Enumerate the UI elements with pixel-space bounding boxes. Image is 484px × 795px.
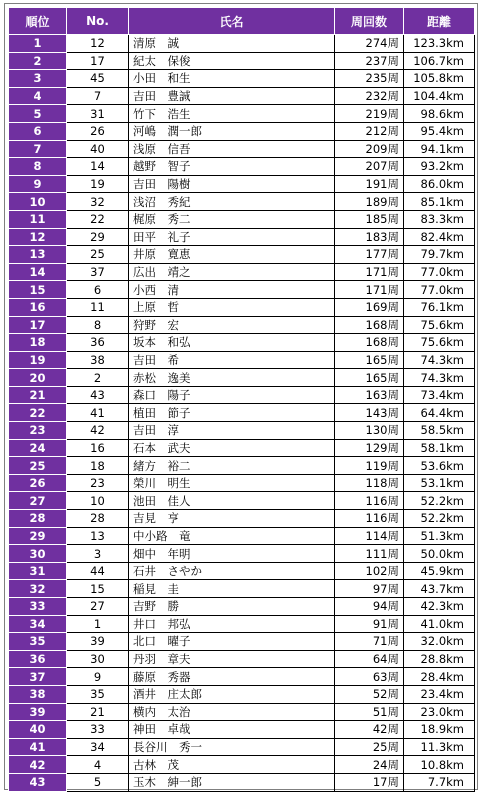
distance-cell: 28.8km: [404, 650, 475, 668]
laps-cell: 102周: [335, 562, 404, 580]
distance-cell: 77.0km: [404, 263, 475, 281]
name-cell: 石本 武夫: [129, 439, 335, 457]
laps-cell: 17周: [335, 773, 404, 791]
laps-cell: 168周: [335, 316, 404, 334]
name-cell: 畑中 年明: [129, 545, 335, 563]
distance-cell: 93.2km: [404, 158, 475, 176]
laps-cell: 169周: [335, 298, 404, 316]
header-name: 氏名: [129, 8, 335, 35]
rank-cell: 4: [9, 87, 67, 105]
rank-cell: 18: [9, 334, 67, 352]
name-cell: 上原 哲: [129, 298, 335, 316]
laps-cell: 114周: [335, 527, 404, 545]
no-cell: 23: [67, 474, 129, 492]
no-cell: 7: [67, 87, 129, 105]
rank-cell: 26: [9, 474, 67, 492]
no-cell: 10: [67, 492, 129, 510]
table-row: [9, 738, 475, 756]
laps-cell: 163周: [335, 386, 404, 404]
table-row: [9, 685, 475, 703]
distance-cell: 74.3km: [404, 369, 475, 387]
laps-cell: 129周: [335, 439, 404, 457]
rank-cell: 35: [9, 633, 67, 651]
name-cell: 赤松 逸美: [129, 369, 335, 387]
no-cell: 37: [67, 263, 129, 281]
no-cell: 44: [67, 562, 129, 580]
table-row: [9, 492, 475, 510]
laps-cell: 165周: [335, 351, 404, 369]
table-row: [9, 298, 475, 316]
name-cell: 中小路 竜: [129, 527, 335, 545]
distance-cell: 73.4km: [404, 386, 475, 404]
no-cell: 32: [67, 193, 129, 211]
name-cell: 緒方 裕二: [129, 457, 335, 475]
distance-cell: 23.4km: [404, 685, 475, 703]
rank-cell: 1: [9, 35, 67, 53]
laps-cell: 24周: [335, 756, 404, 774]
rank-cell: 10: [9, 193, 67, 211]
no-cell: 31: [67, 105, 129, 123]
laps-cell: 185周: [335, 210, 404, 228]
distance-cell: 42.3km: [404, 598, 475, 616]
rank-cell: 3: [9, 70, 67, 88]
table-row: [9, 422, 475, 440]
table-row: [9, 386, 475, 404]
no-cell: 33: [67, 721, 129, 739]
no-cell: 26: [67, 122, 129, 140]
name-cell: 井原 寛恵: [129, 246, 335, 264]
name-cell: 越野 智子: [129, 158, 335, 176]
rank-cell: 11: [9, 210, 67, 228]
no-cell: 25: [67, 246, 129, 264]
table-row: [9, 404, 475, 422]
table-row: [9, 773, 475, 791]
laps-cell: 119周: [335, 457, 404, 475]
distance-cell: 58.5km: [404, 422, 475, 440]
distance-cell: 86.0km: [404, 175, 475, 193]
rank-cell: 32: [9, 580, 67, 598]
rank-cell: 15: [9, 281, 67, 299]
table-row: [9, 457, 475, 475]
name-cell: 吉田 淳: [129, 422, 335, 440]
no-cell: 42: [67, 422, 129, 440]
laps-cell: 116周: [335, 492, 404, 510]
table-header: [9, 8, 475, 35]
distance-cell: 74.3km: [404, 351, 475, 369]
rank-cell: 7: [9, 140, 67, 158]
header-distance: 距離: [404, 8, 475, 35]
name-cell: 狩野 宏: [129, 316, 335, 334]
results-frame: [4, 3, 478, 790]
laps-cell: 42周: [335, 721, 404, 739]
distance-cell: 50.0km: [404, 545, 475, 563]
no-cell: 12: [67, 35, 129, 53]
laps-cell: 97周: [335, 580, 404, 598]
distance-cell: 82.4km: [404, 228, 475, 246]
distance-cell: 41.0km: [404, 615, 475, 633]
distance-cell: 53.6km: [404, 457, 475, 475]
name-cell: 広出 靖之: [129, 263, 335, 281]
table-row: [9, 70, 475, 88]
table-row: [9, 263, 475, 281]
laps-cell: 111周: [335, 545, 404, 563]
rank-cell: 43: [9, 773, 67, 791]
no-cell: 8: [67, 316, 129, 334]
name-cell: 浅沼 秀紀: [129, 193, 335, 211]
distance-cell: 105.8km: [404, 70, 475, 88]
no-cell: 41: [67, 404, 129, 422]
laps-cell: 237周: [335, 52, 404, 70]
laps-cell: 207周: [335, 158, 404, 176]
rank-cell: 41: [9, 738, 67, 756]
laps-cell: 130周: [335, 422, 404, 440]
name-cell: 酒井 庄太郎: [129, 685, 335, 703]
results-table: [8, 7, 475, 792]
no-cell: 6: [67, 281, 129, 299]
laps-cell: 118周: [335, 474, 404, 492]
name-cell: 小西 清: [129, 281, 335, 299]
table-row: [9, 193, 475, 211]
table-body: [9, 35, 475, 792]
table-row: [9, 668, 475, 686]
distance-cell: 95.4km: [404, 122, 475, 140]
rank-cell: 8: [9, 158, 67, 176]
distance-cell: 83.3km: [404, 210, 475, 228]
laps-cell: 183周: [335, 228, 404, 246]
table-row: [9, 140, 475, 158]
laps-cell: 171周: [335, 263, 404, 281]
rank-cell: 2: [9, 52, 67, 70]
rank-cell: 13: [9, 246, 67, 264]
table-row: [9, 52, 475, 70]
name-cell: 榮川 明生: [129, 474, 335, 492]
laps-cell: 235周: [335, 70, 404, 88]
rank-cell: 24: [9, 439, 67, 457]
name-cell: 小田 和生: [129, 70, 335, 88]
name-cell: 井口 邦弘: [129, 615, 335, 633]
laps-cell: 64周: [335, 650, 404, 668]
header-laps: 周回数: [335, 8, 404, 35]
no-cell: 1: [67, 615, 129, 633]
table-row: [9, 175, 475, 193]
no-cell: 22: [67, 210, 129, 228]
no-cell: 35: [67, 685, 129, 703]
name-cell: 池田 佳人: [129, 492, 335, 510]
no-cell: 5: [67, 773, 129, 791]
table-row: [9, 562, 475, 580]
rank-cell: 17: [9, 316, 67, 334]
no-cell: 38: [67, 351, 129, 369]
distance-cell: 45.9km: [404, 562, 475, 580]
no-cell: 28: [67, 510, 129, 528]
name-cell: 吉田 豊誠: [129, 87, 335, 105]
no-cell: 39: [67, 633, 129, 651]
laps-cell: 219周: [335, 105, 404, 123]
laps-cell: 232周: [335, 87, 404, 105]
distance-cell: 18.9km: [404, 721, 475, 739]
header-rank: 順位: [9, 8, 67, 35]
no-cell: 9: [67, 668, 129, 686]
distance-cell: 76.1km: [404, 298, 475, 316]
laps-cell: 165周: [335, 369, 404, 387]
table-row: [9, 369, 475, 387]
distance-cell: 23.0km: [404, 703, 475, 721]
distance-cell: 28.4km: [404, 668, 475, 686]
rank-cell: 23: [9, 422, 67, 440]
table-row: [9, 474, 475, 492]
distance-cell: 94.1km: [404, 140, 475, 158]
rank-cell: 6: [9, 122, 67, 140]
laps-cell: 168周: [335, 334, 404, 352]
distance-cell: 7.7km: [404, 773, 475, 791]
rank-cell: 25: [9, 457, 67, 475]
rank-cell: 9: [9, 175, 67, 193]
name-cell: 吉見 亨: [129, 510, 335, 528]
table-row: [9, 105, 475, 123]
no-cell: 45: [67, 70, 129, 88]
name-cell: 清原 誠: [129, 35, 335, 53]
rank-cell: 37: [9, 668, 67, 686]
rank-cell: 39: [9, 703, 67, 721]
distance-cell: 58.1km: [404, 439, 475, 457]
name-cell: 吉田 希: [129, 351, 335, 369]
table-row: [9, 510, 475, 528]
name-cell: 竹下 浩生: [129, 105, 335, 123]
laps-cell: 91周: [335, 615, 404, 633]
distance-cell: 53.1km: [404, 474, 475, 492]
no-cell: 27: [67, 598, 129, 616]
rank-cell: 28: [9, 510, 67, 528]
rank-cell: 5: [9, 105, 67, 123]
rank-cell: 27: [9, 492, 67, 510]
distance-cell: 51.3km: [404, 527, 475, 545]
name-cell: 田平 礼子: [129, 228, 335, 246]
distance-cell: 10.8km: [404, 756, 475, 774]
rank-cell: 20: [9, 369, 67, 387]
table-row: [9, 158, 475, 176]
laps-cell: 191周: [335, 175, 404, 193]
no-cell: 30: [67, 650, 129, 668]
distance-cell: 85.1km: [404, 193, 475, 211]
no-cell: 19: [67, 175, 129, 193]
laps-cell: 143周: [335, 404, 404, 422]
name-cell: 長谷川 秀一: [129, 738, 335, 756]
distance-cell: 43.7km: [404, 580, 475, 598]
rank-cell: 40: [9, 721, 67, 739]
distance-cell: 64.4km: [404, 404, 475, 422]
distance-cell: 11.3km: [404, 738, 475, 756]
table-row: [9, 351, 475, 369]
table-row: [9, 122, 475, 140]
no-cell: 29: [67, 228, 129, 246]
distance-cell: 104.4km: [404, 87, 475, 105]
laps-cell: 177周: [335, 246, 404, 264]
rank-cell: 12: [9, 228, 67, 246]
table-row: [9, 545, 475, 563]
laps-cell: 25周: [335, 738, 404, 756]
name-cell: 植田 節子: [129, 404, 335, 422]
distance-cell: 79.7km: [404, 246, 475, 264]
table-row: [9, 650, 475, 668]
distance-cell: 75.6km: [404, 316, 475, 334]
laps-cell: 52周: [335, 685, 404, 703]
distance-cell: 75.6km: [404, 334, 475, 352]
distance-cell: 98.6km: [404, 105, 475, 123]
laps-cell: 274周: [335, 35, 404, 53]
no-cell: 4: [67, 756, 129, 774]
table-row: [9, 35, 475, 53]
rank-cell: 14: [9, 263, 67, 281]
name-cell: 紀太 保俊: [129, 52, 335, 70]
distance-cell: 52.2km: [404, 492, 475, 510]
name-cell: 吉野 勝: [129, 598, 335, 616]
header-no: No.: [67, 8, 129, 35]
no-cell: 36: [67, 334, 129, 352]
name-cell: 浅原 信吾: [129, 140, 335, 158]
table-row: [9, 87, 475, 105]
rank-cell: 36: [9, 650, 67, 668]
table-row: [9, 281, 475, 299]
table-row: [9, 439, 475, 457]
no-cell: 40: [67, 140, 129, 158]
no-cell: 13: [67, 527, 129, 545]
no-cell: 17: [67, 52, 129, 70]
laps-cell: 171周: [335, 281, 404, 299]
rank-cell: 38: [9, 685, 67, 703]
laps-cell: 212周: [335, 122, 404, 140]
no-cell: 34: [67, 738, 129, 756]
name-cell: 吉田 陽樹: [129, 175, 335, 193]
table-row: [9, 633, 475, 651]
name-cell: 河嶋 潤一郎: [129, 122, 335, 140]
no-cell: 11: [67, 298, 129, 316]
distance-cell: 123.3km: [404, 35, 475, 53]
laps-cell: 63周: [335, 668, 404, 686]
rank-cell: 21: [9, 386, 67, 404]
table-row: [9, 228, 475, 246]
table-row: [9, 334, 475, 352]
name-cell: 神田 卓哉: [129, 721, 335, 739]
no-cell: 15: [67, 580, 129, 598]
distance-cell: 77.0km: [404, 281, 475, 299]
laps-cell: 51周: [335, 703, 404, 721]
rank-cell: 34: [9, 615, 67, 633]
rank-cell: 42: [9, 756, 67, 774]
table-row: [9, 246, 475, 264]
rank-cell: 19: [9, 351, 67, 369]
name-cell: 森口 陽子: [129, 386, 335, 404]
distance-cell: 106.7km: [404, 52, 475, 70]
laps-cell: 116周: [335, 510, 404, 528]
name-cell: 玉木 紳一郎: [129, 773, 335, 791]
no-cell: 18: [67, 457, 129, 475]
table-row: [9, 316, 475, 334]
table-row: [9, 615, 475, 633]
distance-cell: 32.0km: [404, 633, 475, 651]
no-cell: 2: [67, 369, 129, 387]
name-cell: 北口 曜子: [129, 633, 335, 651]
no-cell: 21: [67, 703, 129, 721]
distance-cell: 52.2km: [404, 510, 475, 528]
table-row: [9, 703, 475, 721]
no-cell: 14: [67, 158, 129, 176]
laps-cell: 71周: [335, 633, 404, 651]
laps-cell: 209周: [335, 140, 404, 158]
rank-cell: 22: [9, 404, 67, 422]
name-cell: 藤原 秀器: [129, 668, 335, 686]
name-cell: 坂本 和弘: [129, 334, 335, 352]
name-cell: 稲見 圭: [129, 580, 335, 598]
name-cell: 横内 太治: [129, 703, 335, 721]
rank-cell: 30: [9, 545, 67, 563]
name-cell: 丹羽 章夫: [129, 650, 335, 668]
rank-cell: 16: [9, 298, 67, 316]
name-cell: 古林 茂: [129, 756, 335, 774]
rank-cell: 33: [9, 598, 67, 616]
no-cell: 16: [67, 439, 129, 457]
laps-cell: 94周: [335, 598, 404, 616]
header-row: [9, 8, 475, 35]
no-cell: 43: [67, 386, 129, 404]
rank-cell: 31: [9, 562, 67, 580]
laps-cell: 189周: [335, 193, 404, 211]
table-row: [9, 580, 475, 598]
name-cell: 梶原 秀二: [129, 210, 335, 228]
table-row: [9, 721, 475, 739]
table-row: [9, 527, 475, 545]
no-cell: 3: [67, 545, 129, 563]
table-row: [9, 756, 475, 774]
name-cell: 石井 さやか: [129, 562, 335, 580]
rank-cell: 29: [9, 527, 67, 545]
table-row: [9, 210, 475, 228]
table-row: [9, 598, 475, 616]
